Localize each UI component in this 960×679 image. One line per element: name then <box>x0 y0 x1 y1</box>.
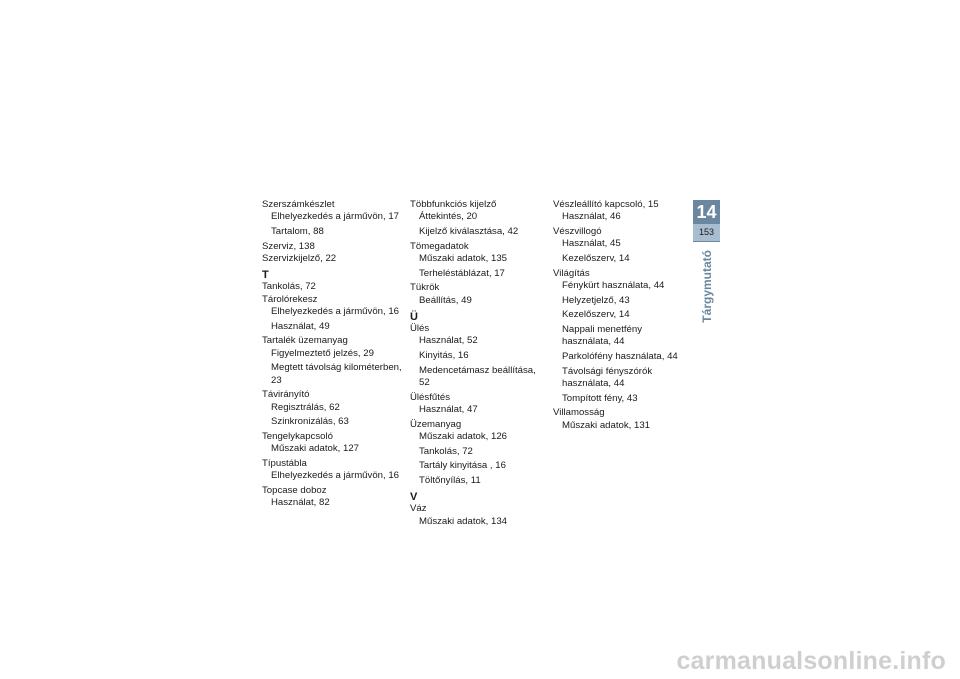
index-subentry: Tompított fény, 43 <box>562 392 638 404</box>
index-subentry: Figyelmeztető jelzés, 29 <box>271 347 374 359</box>
index-subentries <box>553 211 683 223</box>
index-entry <box>553 268 683 405</box>
side-title-wrap <box>700 250 714 350</box>
index-subentry: Parkolófény használata, 44 <box>562 351 678 362</box>
index-subentry: Beállítás, 49 <box>419 294 472 306</box>
watermark: carmanualsonline.info <box>676 647 946 675</box>
index-subentries <box>410 295 545 307</box>
index-term: Váz <box>410 503 427 515</box>
index-subentry: Helyzetjelző, 43 <box>562 294 630 306</box>
index-entry <box>262 389 402 428</box>
index-subentries <box>410 211 545 238</box>
index-entry <box>410 241 545 280</box>
index-subentry: Áttekintés, 20 <box>419 211 478 223</box>
index-term: Tükrök <box>410 282 440 294</box>
index-term: Vészleállító kapcsoló, 15 <box>553 199 659 210</box>
index-subentry: Használat, 45 <box>562 238 621 250</box>
index-subentries <box>410 253 545 280</box>
index-entry <box>262 253 402 265</box>
index-subentry: Kijelző kiválasztása, 42 <box>419 225 519 237</box>
index-subentry: Műszaki adatok, 134 <box>419 515 507 527</box>
index-term: Topcase doboz <box>262 484 327 496</box>
index-entry <box>410 419 545 488</box>
index-subentries <box>262 211 402 238</box>
index-subentry: Használat, 52 <box>419 335 478 347</box>
index-entry <box>410 323 545 389</box>
index-entry <box>553 226 683 265</box>
index-term: Ülésfűtés <box>410 391 450 403</box>
index-subentries <box>553 280 683 405</box>
index-subentries <box>262 443 402 455</box>
index-term: Tartalék üzemanyag <box>262 335 348 347</box>
index-subentries <box>262 402 402 429</box>
index-subentry: Kinyitás, 16 <box>419 349 469 361</box>
index-subentry: Megtett távolság kilométerben, 23 <box>271 362 402 386</box>
index-subentry: Kezelőszerv, 14 <box>562 252 630 264</box>
index-subentry: Használat, 46 <box>562 211 621 223</box>
page-number: 153 <box>698 227 715 237</box>
index-subentry: Használat, 47 <box>419 403 478 415</box>
index-entry <box>262 241 402 253</box>
index-subentries <box>553 420 683 432</box>
index-entry <box>553 407 683 432</box>
index-entry <box>410 503 545 528</box>
index-term: Világítás <box>553 267 590 279</box>
index-entry <box>262 485 402 510</box>
index-subentry: Töltőnyílás, 11 <box>419 474 481 486</box>
index-subentries <box>553 238 683 265</box>
index-subentry: Regisztrálás, 62 <box>271 401 340 413</box>
index-subentries <box>262 306 402 333</box>
index-term: Tömegadatok <box>410 240 469 252</box>
index-letter-heading: V <box>410 491 418 504</box>
index-entry <box>262 458 402 483</box>
index-entry <box>262 431 402 456</box>
index-subentry: Távolsági fényszórók használata, 44 <box>562 365 653 389</box>
chapter-number: 14 <box>696 202 717 222</box>
index-subentries <box>262 497 402 509</box>
index-subentry: Használat, 49 <box>271 320 330 332</box>
index-subentry: Műszaki adatok, 127 <box>271 443 359 455</box>
index-letter-heading: Ü <box>410 310 418 323</box>
index-term: Vészvillogó <box>553 225 602 237</box>
index-subentry: Tartály kinyitása , 16 <box>419 460 506 472</box>
index-term: Szervizkijelző, 22 <box>262 252 337 264</box>
index-subentry: Műszaki adatok, 126 <box>419 430 507 442</box>
index-subentry: Elhelyezkedés a járművön, 16 <box>271 470 399 482</box>
index-entry <box>410 199 545 238</box>
index-term: Tárolórekesz <box>262 293 318 305</box>
index-term: Többfunkciós kijelző <box>410 199 497 210</box>
index-column-1 <box>262 199 402 512</box>
index-subentry: Használat, 82 <box>271 497 330 509</box>
index-entry <box>262 294 402 333</box>
index-subentry: Elhelyezkedés a járművön, 16 <box>271 305 399 317</box>
index-subentry: Szinkronizálás, 63 <box>271 416 349 428</box>
index-letter-heading: T <box>262 269 269 282</box>
index-subentries <box>262 470 402 482</box>
index-subentry: Terheléstáblázat, 17 <box>419 267 505 279</box>
index-subentry: Medencetámasz beállítása, 52 <box>419 364 536 388</box>
index-entry <box>262 199 402 238</box>
index-subentry: Műszaki adatok, 131 <box>562 419 650 431</box>
index-term: Szerszámkészlet <box>262 199 335 210</box>
index-entry <box>262 281 402 293</box>
index-subentry: Tartalom, 88 <box>271 225 324 237</box>
index-column-3 <box>553 199 683 434</box>
index-term: Villamosság <box>553 407 605 419</box>
index-subentry: Kezelőszerv, 14 <box>562 309 630 321</box>
index-entry <box>410 392 545 417</box>
index-subentry: Nappali menetfény használata, 44 <box>562 324 642 348</box>
index-term: Szerviz, 138 <box>262 240 315 252</box>
index-term: Tengelykapcsoló <box>262 430 333 442</box>
chapter-title: Tárgymutató <box>700 250 714 323</box>
index-term: Távirányító <box>262 389 310 401</box>
index-term: Tankolás, 72 <box>262 281 316 293</box>
index-subentry: Elhelyezkedés a járművön, 17 <box>271 211 399 223</box>
index-subentry: Fénykürt használata, 44 <box>562 279 665 291</box>
index-subentries <box>262 348 402 387</box>
index-subentries <box>410 404 545 416</box>
index-column-2 <box>410 199 545 530</box>
page-number-box <box>693 224 720 241</box>
index-term: Ülés <box>410 322 430 334</box>
index-entry <box>410 282 545 307</box>
index-subentry: Tankolás, 72 <box>419 445 473 457</box>
index-subentries <box>410 516 545 528</box>
index-subentries <box>410 335 545 389</box>
index-entry <box>262 335 402 387</box>
index-term: Üzemanyag <box>410 418 462 430</box>
index-subentries <box>410 431 545 487</box>
index-subentry: Műszaki adatok, 135 <box>419 252 507 264</box>
index-term: Típustábla <box>262 457 307 469</box>
index-entry <box>553 199 683 224</box>
